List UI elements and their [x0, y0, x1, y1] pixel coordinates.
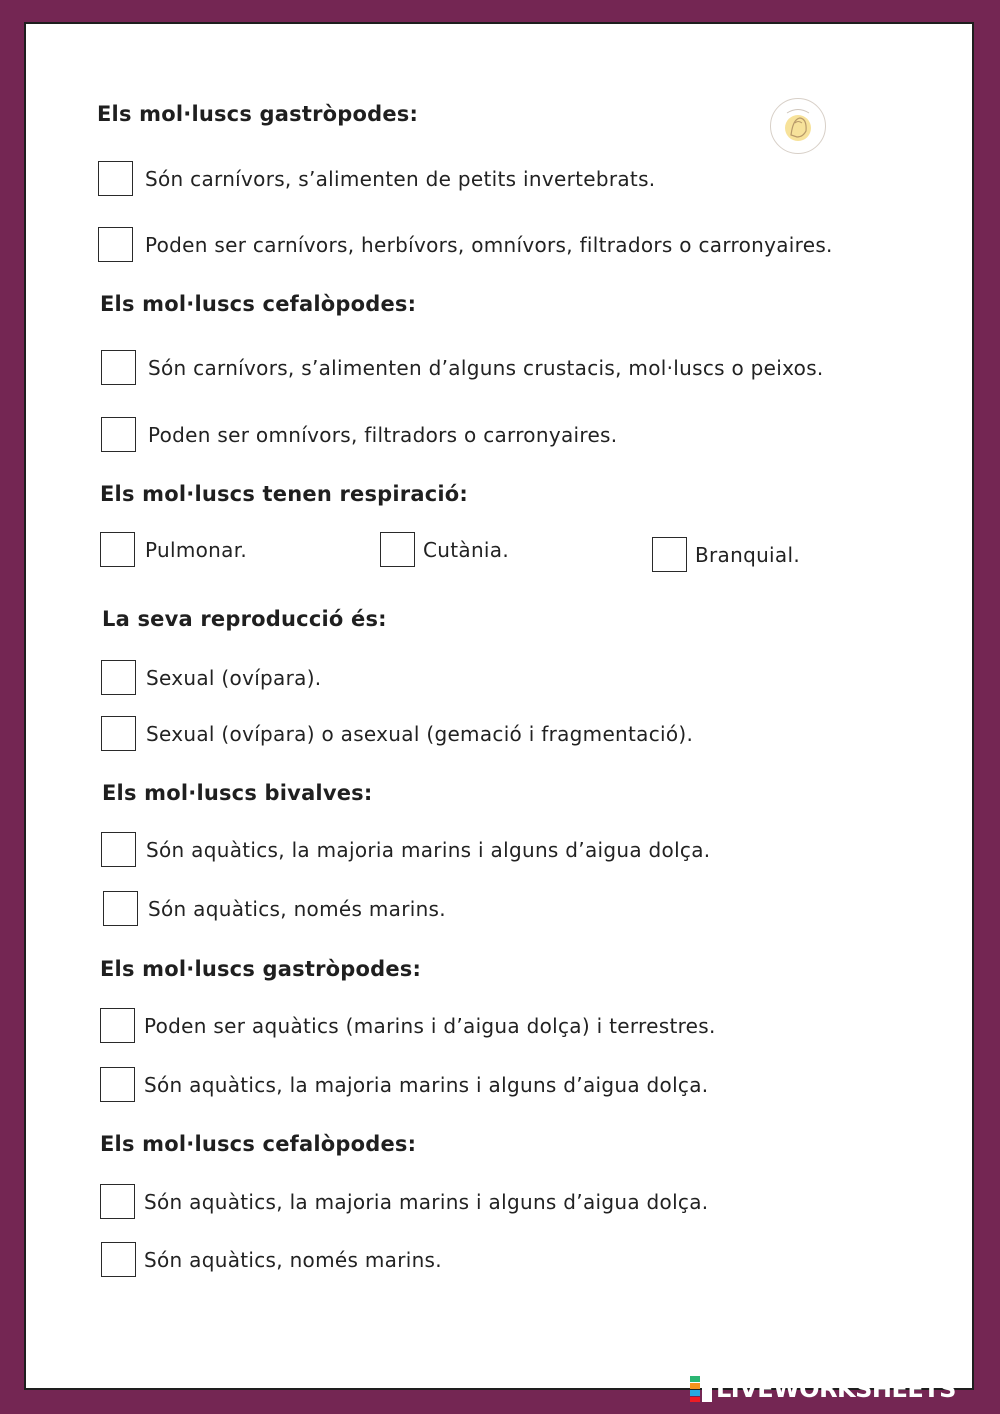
option-label: Poden ser omnívors, filtradors o carronyaires.	[148, 422, 618, 447]
answer-checkbox[interactable]	[380, 532, 415, 567]
answer-checkbox[interactable]	[98, 161, 133, 196]
option-label: Són aquàtics, la majoria marins i alguns d’aigua dolça.	[144, 1189, 709, 1214]
option-item	[380, 532, 509, 567]
option-label: Són aquàtics, la majoria marins i alguns d’aigua dolça.	[146, 837, 711, 862]
option-item	[100, 1067, 708, 1102]
answer-checkbox[interactable]	[101, 660, 136, 695]
section-title: Els mol·luscs gastròpodes:	[100, 957, 422, 981]
answer-checkbox[interactable]	[98, 227, 133, 262]
option-item	[98, 227, 833, 262]
option-item	[101, 660, 321, 695]
answer-checkbox[interactable]	[101, 350, 136, 385]
option-label: Són aquàtics, la majoria marins i alguns d’aigua dolça.	[144, 1072, 709, 1097]
author-logo	[770, 98, 826, 154]
section-title: Els mol·luscs tenen respiració:	[100, 482, 469, 506]
option-label: Branquial.	[695, 542, 800, 567]
option-item	[101, 832, 710, 867]
liveworksheets-logo-icon	[690, 1376, 712, 1402]
option-label: Sexual (ovípara) o asexual (gemació i fragmentació).	[146, 721, 694, 746]
option-item	[101, 716, 693, 751]
option-item	[103, 891, 446, 926]
answer-checkbox[interactable]	[100, 1184, 135, 1219]
answer-checkbox[interactable]	[100, 1008, 135, 1043]
option-item	[98, 161, 655, 196]
option-item	[100, 1184, 708, 1219]
option-label: Sexual (ovípara).	[146, 665, 322, 690]
author-logo-icon	[773, 101, 823, 151]
option-label: Poden ser carnívors, herbívors, omnívors, filtradors o carronyaires.	[145, 232, 833, 257]
option-item	[101, 417, 617, 452]
answer-checkbox[interactable]	[100, 1067, 135, 1102]
liveworksheets-brand	[690, 1374, 956, 1404]
answer-checkbox[interactable]	[101, 1242, 136, 1277]
option-item	[101, 1242, 442, 1277]
brand-text: LIVEWORKSHEETS	[716, 1375, 956, 1403]
section-title: Els mol·luscs bivalves:	[102, 781, 373, 805]
option-item	[100, 1008, 716, 1043]
option-label: Cutània.	[423, 537, 509, 562]
option-label: Són aquàtics, només marins.	[148, 896, 446, 921]
answer-checkbox[interactable]	[101, 716, 136, 751]
option-label: Són aquàtics, només marins.	[144, 1247, 442, 1272]
option-label: Són carnívors, s’alimenten de petits invertebrats.	[145, 166, 656, 191]
section-title: Els mol·luscs cefalòpodes:	[100, 1132, 417, 1156]
option-label: Són carnívors, s’alimenten d’alguns crustacis, mol·luscs o peixos.	[148, 355, 824, 380]
option-label: Pulmonar.	[145, 537, 248, 562]
answer-checkbox[interactable]	[652, 537, 687, 572]
section-title: Els mol·luscs gastròpodes:	[97, 102, 419, 126]
section-title: Els mol·luscs cefalòpodes:	[100, 292, 417, 316]
option-item	[101, 350, 824, 385]
answer-checkbox[interactable]	[101, 417, 136, 452]
answer-checkbox[interactable]	[100, 532, 135, 567]
answer-checkbox[interactable]	[103, 891, 138, 926]
section-title: La seva reproducció és:	[102, 607, 387, 631]
answer-checkbox[interactable]	[101, 832, 136, 867]
option-item	[100, 532, 247, 567]
option-label: Poden ser aquàtics (marins i d’aigua dolça) i terrestres.	[144, 1013, 716, 1038]
option-item	[652, 537, 800, 572]
